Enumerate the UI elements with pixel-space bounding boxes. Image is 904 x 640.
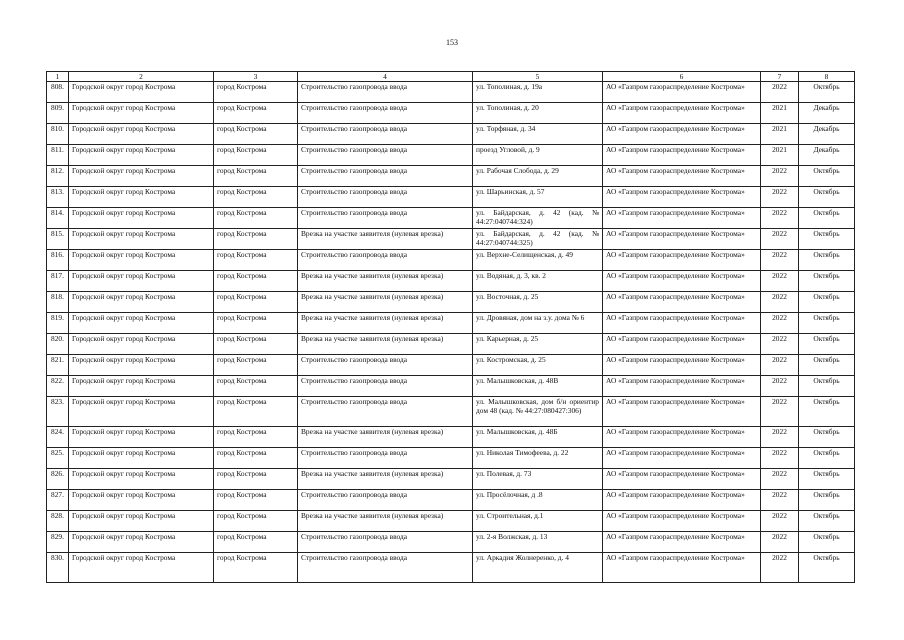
cell-organization: АО «Газпром газораспределение Кострома» [603,376,761,397]
cell-number: 809. [47,103,69,124]
cell-month: Октябрь [799,553,855,583]
cell-number: 817. [47,271,69,292]
cell-district: Городской округ город Кострома [69,427,214,448]
cell-district: Городской округ город Кострома [69,448,214,469]
cell-year: 2022 [761,490,799,511]
cell-address: ул. Просёлочная, д .8 [473,490,603,511]
table-row [47,469,855,490]
cell-district: Городской округ город Кострома [69,82,214,103]
cell-city: город Кострома [214,355,298,376]
gas-connection-table [46,71,855,583]
cell-city: город Кострома [214,511,298,532]
cell-year: 2022 [761,469,799,490]
cell-work-type: Строительство газопровода ввода [298,103,473,124]
cell-district: Городской округ город Кострома [69,187,214,208]
cell-year: 2021 [761,103,799,124]
cell-year: 2022 [761,376,799,397]
cell-organization: АО «Газпром газораспределение Кострома» [603,82,761,103]
cell-month: Октябрь [799,355,855,376]
cell-year: 2022 [761,271,799,292]
cell-district: Городской округ город Кострома [69,124,214,145]
cell-work-type: Строительство газопровода ввода [298,124,473,145]
table-row [47,397,855,427]
cell-number: 820. [47,334,69,355]
cell-number: 818. [47,292,69,313]
cell-year: 2022 [761,553,799,583]
cell-organization: АО «Газпром газораспределение Кострома» [603,553,761,583]
cell-city: город Кострома [214,427,298,448]
cell-work-type: Строительство газопровода ввода [298,397,473,427]
cell-city: город Кострома [214,82,298,103]
cell-organization: АО «Газпром газораспределение Кострома» [603,427,761,448]
table-row [47,532,855,553]
cell-number: 819. [47,313,69,334]
cell-address: ул. Карьерная, д. 25 [473,334,603,355]
cell-city: город Кострома [214,313,298,334]
cell-work-type: Строительство газопровода ввода [298,166,473,187]
cell-month: Октябрь [799,292,855,313]
cell-number: 827. [47,490,69,511]
cell-address: ул. Верхне-Селищенская, д. 49 [473,250,603,271]
cell-organization: АО «Газпром газораспределение Кострома» [603,334,761,355]
table-row [47,376,855,397]
cell-district: Городской округ город Кострома [69,376,214,397]
cell-year: 2022 [761,313,799,334]
cell-number: 811. [47,145,69,166]
cell-month: Декабрь [799,103,855,124]
cell-district: Городской округ город Кострома [69,469,214,490]
cell-address: ул. Байдарская, д. 42 (кад. № 44:27:040744:324) [473,208,603,229]
cell-city: город Кострома [214,469,298,490]
cell-number: 821. [47,355,69,376]
cell-city: город Кострома [214,187,298,208]
cell-district: Городской округ город Кострома [69,292,214,313]
cell-district: Городской округ город Кострома [69,166,214,187]
cell-number: 815. [47,229,69,250]
cell-city: город Кострома [214,532,298,553]
cell-district: Городской округ город Кострома [69,271,214,292]
cell-organization: АО «Газпром газораспределение Кострома» [603,313,761,334]
cell-district: Городской округ город Кострома [69,229,214,250]
cell-address: ул. Аркадия Жолнеренко, д. 4 [473,553,603,583]
cell-year: 2022 [761,166,799,187]
cell-organization: АО «Газпром газораспределение Кострома» [603,250,761,271]
cell-organization: АО «Газпром газораспределение Кострома» [603,490,761,511]
cell-work-type: Врезка на участке заявителя (нулевая врезка) [298,292,473,313]
cell-city: город Кострома [214,271,298,292]
cell-number: 814. [47,208,69,229]
cell-city: город Кострома [214,397,298,427]
cell-month: Октябрь [799,427,855,448]
cell-month: Октябрь [799,187,855,208]
cell-year: 2022 [761,427,799,448]
cell-address: ул. Николая Тимофеева, д. 22 [473,448,603,469]
cell-work-type: Строительство газопровода ввода [298,355,473,376]
cell-organization: АО «Газпром газораспределение Кострома» [603,532,761,553]
cell-month: Октябрь [799,490,855,511]
cell-address: ул. Полевая, д. 73 [473,469,603,490]
cell-city: город Кострома [214,490,298,511]
cell-city: город Кострома [214,292,298,313]
cell-number: 822. [47,376,69,397]
cell-district: Городской округ город Кострома [69,553,214,583]
cell-month: Октябрь [799,397,855,427]
cell-work-type: Строительство газопровода ввода [298,448,473,469]
cell-city: город Кострома [214,103,298,124]
cell-address: ул. Строительная, д.1 [473,511,603,532]
table-row [47,427,855,448]
table-row [47,355,855,376]
cell-work-type: Врезка на участке заявителя (нулевая врезка) [298,511,473,532]
cell-month: Октябрь [799,334,855,355]
cell-year: 2022 [761,355,799,376]
table-row [47,187,855,208]
cell-city: город Кострома [214,145,298,166]
cell-district: Городской округ город Кострома [69,145,214,166]
cell-organization: АО «Газпром газораспределение Кострома» [603,511,761,532]
cell-address: ул. Шарьинская, д. 57 [473,187,603,208]
cell-month: Октябрь [799,229,855,250]
cell-month: Октябрь [799,82,855,103]
cell-city: город Кострома [214,250,298,271]
cell-organization: АО «Газпром газораспределение Кострома» [603,448,761,469]
cell-district: Городской округ город Кострома [69,334,214,355]
cell-work-type: Врезка на участке заявителя (нулевая врезка) [298,271,473,292]
cell-address: ул. Торфяная, д. 34 [473,124,603,145]
cell-address: ул. Тополиная, д. 19а [473,82,603,103]
cell-year: 2022 [761,448,799,469]
cell-work-type: Строительство газопровода ввода [298,490,473,511]
cell-number: 823. [47,397,69,427]
cell-organization: АО «Газпром газораспределение Кострома» [603,355,761,376]
cell-address: ул. Малышковская, д. 48Б [473,427,603,448]
cell-month: Октябрь [799,448,855,469]
cell-city: город Кострома [214,229,298,250]
cell-address: ул. Рабочая Слобода, д. 29 [473,166,603,187]
cell-year: 2022 [761,292,799,313]
cell-number: 813. [47,187,69,208]
table-row [47,553,855,583]
cell-city: город Кострома [214,553,298,583]
cell-organization: АО «Газпром газораспределение Кострома» [603,208,761,229]
cell-month: Октябрь [799,313,855,334]
cell-district: Городской округ город Кострома [69,532,214,553]
cell-organization: АО «Газпром газораспределение Кострома» [603,397,761,427]
cell-month: Октябрь [799,166,855,187]
cell-number: 810. [47,124,69,145]
cell-number: 824. [47,427,69,448]
column-header-year: 7 [761,72,799,82]
cell-month: Декабрь [799,124,855,145]
cell-work-type: Врезка на участке заявителя (нулевая врезка) [298,469,473,490]
cell-address: ул. Малышковская, д. 48В [473,376,603,397]
table-row [47,250,855,271]
column-header-address: 5 [473,72,603,82]
cell-year: 2022 [761,187,799,208]
column-header-number: 1 [47,72,69,82]
cell-month: Октябрь [799,208,855,229]
cell-month: Октябрь [799,376,855,397]
cell-month: Октябрь [799,271,855,292]
cell-work-type: Врезка на участке заявителя (нулевая врезка) [298,427,473,448]
cell-district: Городской округ город Кострома [69,511,214,532]
table-row [47,103,855,124]
cell-work-type: Строительство газопровода ввода [298,82,473,103]
cell-year: 2022 [761,250,799,271]
table-row [47,313,855,334]
cell-organization: АО «Газпром газораспределение Кострома» [603,229,761,250]
cell-year: 2022 [761,334,799,355]
table-row [47,511,855,532]
cell-district: Городской округ город Кострома [69,103,214,124]
cell-organization: АО «Газпром газораспределение Кострома» [603,166,761,187]
cell-work-type: Врезка на участке заявителя (нулевая врезка) [298,313,473,334]
cell-month: Декабрь [799,145,855,166]
cell-district: Городской округ город Кострома [69,313,214,334]
cell-district: Городской округ город Кострома [69,490,214,511]
table-body [47,82,855,583]
cell-address: ул. Водяная, д. 3, кв. 2 [473,271,603,292]
column-header-organization: 6 [603,72,761,82]
cell-district: Городской округ город Кострома [69,208,214,229]
cell-city: город Кострома [214,124,298,145]
cell-number: 812. [47,166,69,187]
cell-organization: АО «Газпром газораспределение Кострома» [603,187,761,208]
cell-month: Октябрь [799,250,855,271]
table-row [47,166,855,187]
table-row [47,82,855,103]
table-row [47,490,855,511]
cell-month: Октябрь [799,532,855,553]
cell-organization: АО «Газпром газораспределение Кострома» [603,145,761,166]
cell-year: 2022 [761,532,799,553]
cell-city: город Кострома [214,376,298,397]
page-number: 153 [446,38,458,47]
table-row [47,145,855,166]
table-header-row [47,72,855,82]
column-header-district: 2 [69,72,214,82]
cell-year: 2022 [761,397,799,427]
cell-number: 825. [47,448,69,469]
cell-work-type: Врезка на участке заявителя (нулевая врезка) [298,334,473,355]
cell-number: 826. [47,469,69,490]
cell-year: 2022 [761,229,799,250]
cell-year: 2021 [761,124,799,145]
cell-organization: АО «Газпром газораспределение Кострома» [603,124,761,145]
cell-address: ул. Дровяная, дом на з.у. дома № 6 [473,313,603,334]
cell-work-type: Строительство газопровода ввода [298,187,473,208]
cell-number: 829. [47,532,69,553]
cell-number: 828. [47,511,69,532]
cell-address: ул. Тополиная, д. 20 [473,103,603,124]
cell-city: город Кострома [214,208,298,229]
cell-number: 816. [47,250,69,271]
cell-work-type: Строительство газопровода ввода [298,145,473,166]
cell-address: проезд Угловой, д. 9 [473,145,603,166]
cell-work-type: Строительство газопровода ввода [298,250,473,271]
cell-year: 2022 [761,208,799,229]
cell-work-type: Строительство газопровода ввода [298,553,473,583]
cell-district: Городской округ город Кострома [69,250,214,271]
cell-city: город Кострома [214,334,298,355]
cell-number: 830. [47,553,69,583]
cell-district: Городской округ город Кострома [69,397,214,427]
table-row [47,271,855,292]
cell-organization: АО «Газпром газораспределение Кострома» [603,271,761,292]
cell-address: ул. Байдарская, д. 42 (кад. № 44:27:040744:325) [473,229,603,250]
cell-city: город Кострома [214,448,298,469]
table-row [47,448,855,469]
cell-year: 2022 [761,511,799,532]
column-header-city: 3 [214,72,298,82]
cell-address: ул. Костромская, д. 25 [473,355,603,376]
cell-month: Октябрь [799,469,855,490]
cell-work-type: Строительство газопровода ввода [298,376,473,397]
cell-year: 2022 [761,82,799,103]
column-header-work: 4 [298,72,473,82]
cell-year: 2021 [761,145,799,166]
table-row [47,334,855,355]
cell-work-type: Строительство газопровода ввода [298,532,473,553]
table-row [47,292,855,313]
table-row [47,124,855,145]
cell-month: Октябрь [799,511,855,532]
cell-number: 808. [47,82,69,103]
cell-organization: АО «Газпром газораспределение Кострома» [603,292,761,313]
cell-organization: АО «Газпром газораспределение Кострома» [603,103,761,124]
cell-address: ул. Восточная, д. 25 [473,292,603,313]
cell-district: Городской округ город Кострома [69,355,214,376]
table-row [47,208,855,229]
table-row [47,229,855,250]
column-header-month: 8 [799,72,855,82]
cell-city: город Кострома [214,166,298,187]
cell-organization: АО «Газпром газораспределение Кострома» [603,469,761,490]
cell-work-type: Врезка на участке заявителя (нулевая врезка) [298,229,473,250]
cell-work-type: Строительство газопровода ввода [298,208,473,229]
cell-address: ул. Малышковская, дом б/н ориентир дом 48 (кад. № 44:27:080427:306) [473,397,603,427]
cell-address: ул. 2-я Волжская, д. 13 [473,532,603,553]
